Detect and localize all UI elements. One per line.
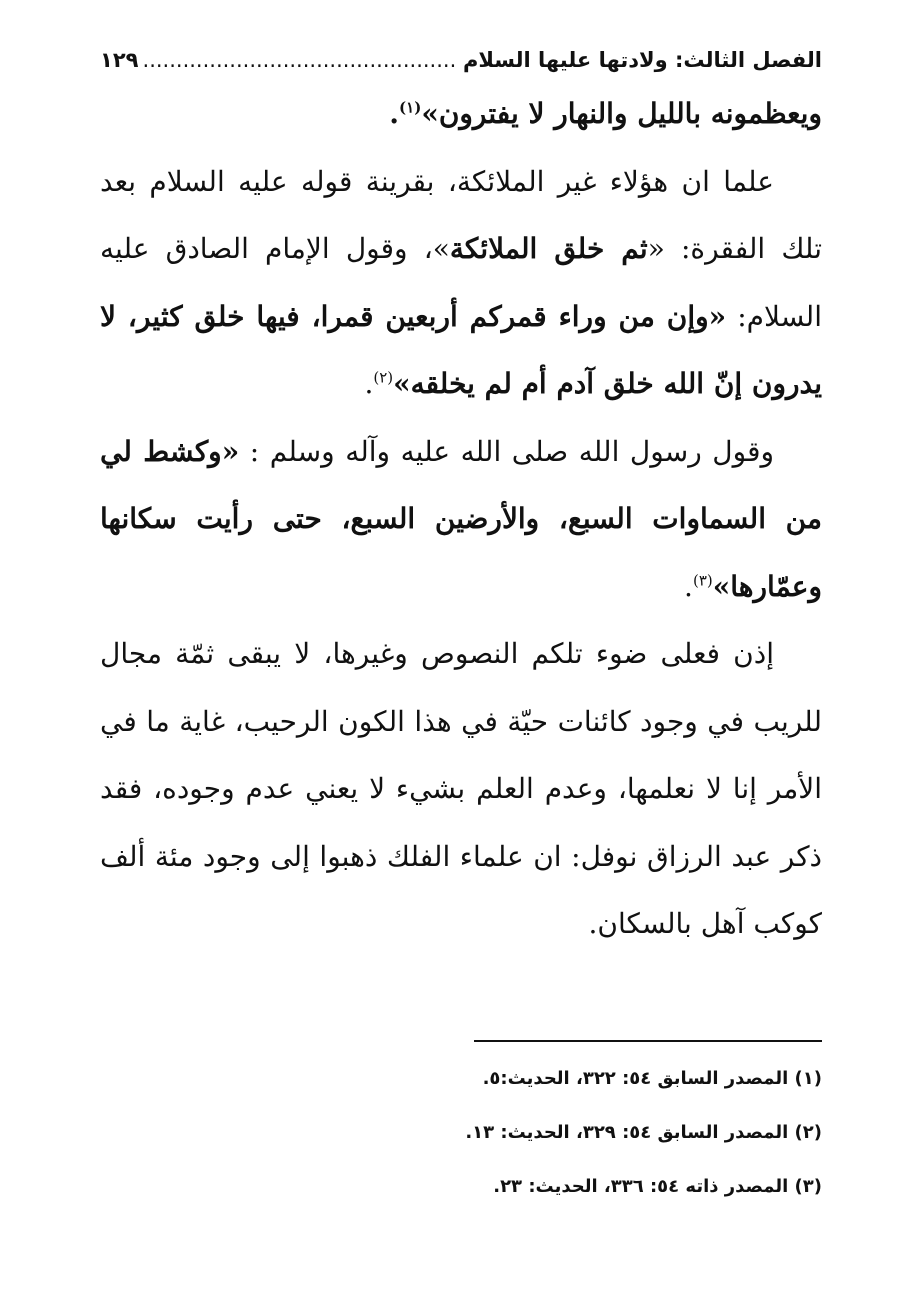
footnote-ref-1: (١) (399, 98, 422, 117)
running-head (100, 40, 822, 80)
footnote-3: (٣) المصدر ذاته ٥٤: ٣٣٦، الحديث: ٢٣. (493, 1176, 822, 1197)
quote-text: ثم خلق الملائكة (449, 232, 648, 265)
book-page (100, 40, 822, 1197)
paragraph-2 (100, 148, 822, 418)
chapter-title: الفصل الثالث: ولادتها عليها السلام ..... (144, 40, 822, 80)
paragraph-3 (100, 418, 822, 621)
footnote-ref-3: (٣) (692, 571, 713, 590)
footnote-ref-2: (٢) (373, 368, 394, 387)
paragraph-mid: »، وقول الإمام الصادق عليه السلام: (100, 232, 822, 333)
paragraph-1 (100, 80, 822, 148)
period: . (389, 97, 400, 130)
footnote-1: (١) المصدر السابق ٥٤: ٣٢٢، الحديث:٥. (482, 1068, 822, 1089)
quote-continuation: ويعظمونه بالليل والنهار لا يفترون» (421, 97, 822, 130)
quote-text: «وإن من وراء قمركم أربعين قمرا، فيها خلق كثير، لا يدرون إنّ الله خلق آدم أم لم يخلقه» (100, 299, 822, 400)
footnote-divider (474, 1040, 822, 1042)
paragraph-4 (100, 620, 822, 958)
quote-text: «وكشط لي من السماوات السبع، والأرضين السبع، حتى رأيت سكانها وعمّارها» (100, 434, 822, 603)
paragraph-lead: وقول رسول الله صلى الله عليه وآله وسلم : (239, 434, 774, 468)
footnotes (100, 1040, 822, 1214)
period: . (684, 569, 693, 603)
paragraph-text: إذن فعلى ضوء تلكم النصوص وغيرها، لا يبقى ثمّة مجال للريب في وجود كائنات حيّة في هذا الكون الرحيب، غاية ما في الأمر إنا لا نعلمها، وعدم العلم بشيء لا يعني عدم وجوده، فقد ذكر عبد الرزاق نوفل: ان علماء الفلك ذهبوا إلى وجود مئة ألف كوكب آهل بالسكان. (100, 637, 822, 940)
body-text (100, 80, 822, 958)
footnote-2: (٢) المصدر السابق ٥٤: ٣٢٩، الحديث: ١٣. (465, 1122, 822, 1143)
period: . (364, 367, 374, 400)
paragraph-lead: علما ان هؤلاء غير الملائكة، بقرينة قوله عليه السلام بعد تلك الفقرة: « (100, 164, 822, 265)
page-number: ١٢٩ (100, 48, 139, 72)
